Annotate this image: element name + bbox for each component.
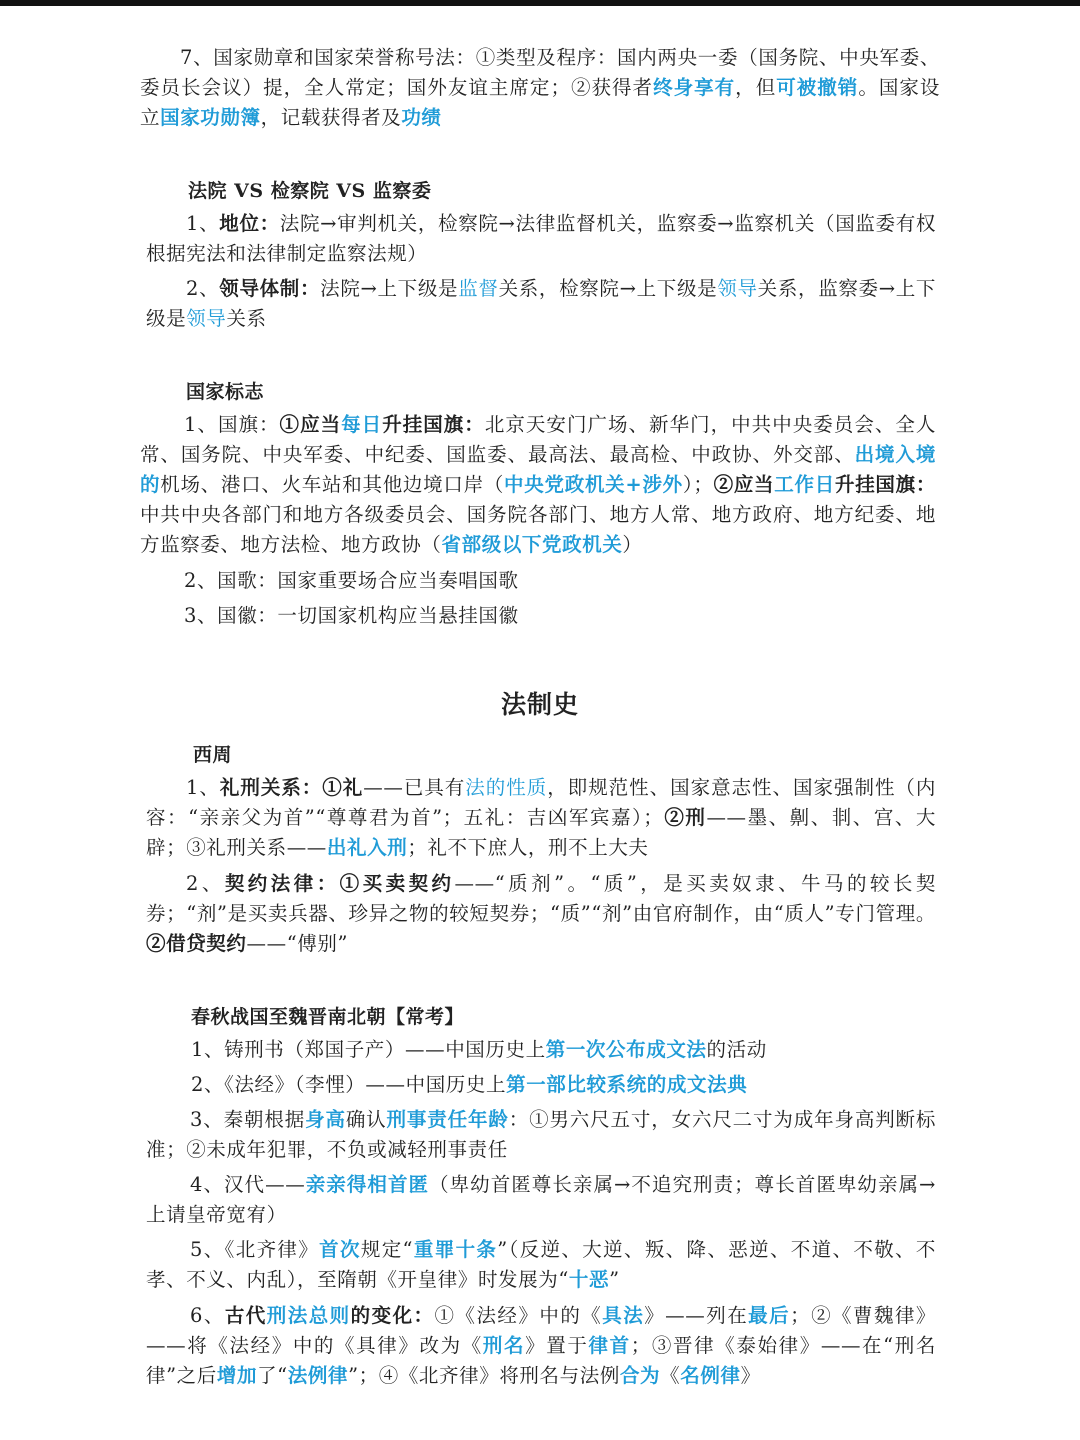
highlight-text: 身高 [305, 1108, 346, 1131]
highlight-text: 工作日 [774, 473, 835, 496]
bold-term: 古代 [224, 1304, 267, 1327]
item-label: 6、 [190, 1304, 225, 1327]
text-run: ；③晋律《泰始律》——在“刑名律”之后 [146, 1334, 936, 1387]
highlight-text: 第一部比较系统的成文法典 [506, 1073, 748, 1096]
text-run: 7、国家勋章和国家荣誉称号法：①类型及程序：国内两央一委（国务院、中央军委、委员长会议）提，全人常定；国外友谊主席定；②获得者 [140, 46, 940, 99]
xing-shu-paragraph [191, 1035, 951, 1065]
text-run: 关系 [226, 307, 267, 330]
bold-term: ①礼 [322, 776, 364, 799]
highlight-text: 首次 [319, 1238, 361, 1261]
text-run: ——墨、劓、剕、宫、大辟；③礼刑关系—— [146, 806, 937, 859]
highlight-text: 出礼入刑 [326, 836, 408, 859]
highlight-text: 具法 [602, 1304, 645, 1327]
text-run: 《 [660, 1364, 681, 1387]
section-heading-spring-autumn: 春秋战国至魏晋南北朝【常考】 [191, 1006, 465, 1028]
text-run: 机场、港口、火车站和其他边境口岸（ [160, 473, 505, 496]
text-run: ，即规范性、国家意志性、国家强制性（内容：“亲亲父为首”“尊尊君为首”；五礼：吉凶军宾嘉）； [146, 776, 937, 829]
status-paragraph [146, 209, 936, 269]
highlight-text: 刑名 [482, 1334, 526, 1357]
item-label: 2、 [186, 277, 220, 300]
text-run: 》 [740, 1364, 761, 1387]
text-run: 。国家设立 [140, 76, 940, 129]
highlight-text: 合为 [619, 1364, 661, 1387]
text-run: 关系，检察院→上下级是 [498, 277, 718, 300]
bei-qi-paragraph [146, 1235, 936, 1295]
text-run: 4、汉代—— [190, 1173, 306, 1196]
highlight-text: 律首 [588, 1334, 631, 1357]
text-run: ；礼不下庶人，刑不上大夫 [407, 836, 649, 859]
highlight-text: 亲亲得相首匿 [305, 1173, 430, 1196]
bold-term: 升挂国旗： [382, 413, 485, 436]
han-dynasty-paragraph [146, 1170, 936, 1230]
flag-paragraph [140, 410, 936, 560]
text-run: ）； [682, 473, 714, 496]
text-run: 规定“ [360, 1238, 414, 1261]
text-run: ；②《曹魏律》——将《法经》中的《具律》改为《 [146, 1304, 937, 1357]
highlight-text: 最后 [748, 1304, 791, 1327]
text-run: 》置于 [525, 1334, 589, 1357]
highlight-text: 每日 [341, 413, 383, 436]
highlight-text: 第一次公布成文法 [545, 1038, 707, 1061]
bold-term: 升挂国旗： [834, 473, 936, 496]
text-run: ——“傅别” [246, 932, 349, 955]
bold-term: 的变化： [350, 1304, 435, 1327]
highlight-text: 领导 [717, 277, 758, 300]
section-heading-national-symbols: 国家标志 [186, 381, 265, 403]
text-run: ——“质剂”。“质”，是买卖奴隶、牛马的较长契券；“剂”是买卖兵器、珍异之物的较短契券；“质”“剂”由官府制作，由“质人”专门管理。 [146, 872, 936, 925]
text-run: 2、《法经》（李悝）——中国历史上 [191, 1073, 507, 1096]
text-run: ——已具有 [363, 776, 466, 799]
highlight-text: 监督 [458, 277, 499, 300]
bold-term: ②应当 [713, 473, 775, 496]
text-run: 5、《北齐律》 [190, 1238, 320, 1261]
top-edge-bar [0, 0, 1080, 6]
highlight-text: 法例律 [287, 1364, 349, 1387]
emblem-paragraph: 3、国徽：一切国家机构应当悬挂国徽 [184, 604, 519, 627]
highlight-text: 十恶 [568, 1268, 610, 1291]
fa-jing-paragraph [191, 1070, 951, 1100]
text-run: ”；④《北齐律》将刑名与法例 [348, 1364, 620, 1387]
bold-term: ②刑 [663, 806, 707, 829]
highlight-text: 名例律 [680, 1364, 741, 1387]
highlight-text: 重罪十条 [413, 1238, 498, 1261]
bold-term: 领导体制： [219, 277, 321, 300]
qin-age-paragraph [146, 1105, 936, 1165]
highlight-text: 刑事责任年龄 [386, 1108, 509, 1131]
text-run: 的活动 [706, 1038, 767, 1061]
text-run: 1、国旗： [184, 413, 280, 436]
text-run: ”（反逆、大逆、叛、降、恶逆、不道、不敬、不孝、不义、内乱），至隋朝《开皇律》时发展为“ [146, 1238, 937, 1291]
text-run: 》——列在 [644, 1304, 749, 1327]
item-label: 1、 [186, 212, 220, 235]
leadership-paragraph [146, 274, 936, 334]
section-heading-western-zhou: 西周 [193, 744, 233, 766]
text-run: 1、铸刑书（郑国子产）——中国历史上 [191, 1038, 546, 1061]
chapter-title: 法制史 [500, 690, 579, 719]
highlight-text: 法的性质 [465, 776, 548, 799]
text-run: 3、秦朝根据 [190, 1108, 306, 1131]
text-run: 中共中央各部门和地方各级委员会、国务院各部门、地方人常、地方政府、地方纪委、地方监察委、地方法检、地方政协（ [140, 503, 936, 556]
highlight-text: 可被撤销 [776, 76, 859, 99]
bold-term: ②借贷契约 [146, 932, 247, 955]
highlight-text: 中央党政机关+涉外 [504, 473, 683, 496]
text-run: 了“ [257, 1364, 288, 1387]
criminal-code-paragraph [146, 1301, 936, 1391]
text-run: ，但 [735, 76, 777, 99]
text-run: 法院→上下级是 [320, 277, 459, 300]
highlight-text: 省部级以下党政机关 [441, 533, 623, 556]
li-xing-paragraph [146, 773, 936, 863]
text-run: 北京天安门广场、新华门，中共中央委员会、全人常、国务院、中央军委、中纪委、国监委、最高法、最高检、中政协、外交部、 [140, 413, 936, 466]
text-run: ：①男六尺五寸，女六尺二寸为成年身高判断标准；②未成年犯罪，不负或减轻刑事责任 [146, 1108, 937, 1161]
highlight-text: 刑法总则 [266, 1304, 351, 1327]
text-run: 确认 [345, 1108, 387, 1131]
text-run: ） [622, 533, 643, 556]
bold-term: 礼刑关系： [219, 776, 323, 799]
highlight-text: 领导 [186, 307, 227, 330]
highlight-text: 国家功勋簿 [160, 106, 261, 129]
text-run: （卑幼首匿尊长亲属→不追究刑责；尊长首匿卑幼亲属→上请皇帝宽宥） [146, 1173, 936, 1226]
honor-law-paragraph [140, 43, 940, 133]
bold-term: 地位： [219, 212, 280, 235]
section-heading-courts: 法院 VS 检察院 VS 监察委 [188, 180, 432, 202]
item-label: 2、 [186, 872, 225, 895]
highlight-text: 出境入境的 [140, 443, 936, 496]
item-label: 1、 [186, 776, 220, 799]
text-run: ” [609, 1268, 620, 1291]
highlight-text: 增加 [216, 1364, 258, 1387]
text-run: 关系，监察委→上下级是 [146, 277, 936, 330]
text-run: ，记载获得者及 [260, 106, 402, 129]
text-run: ①《法经》中的《 [434, 1304, 603, 1327]
anthem-paragraph: 2、国歌：国家重要场合应当奏唱国歌 [184, 569, 519, 592]
text-run: 法院→审判机关，检察院→法律监督机关，监察委→监察机关（国监委有权根据宪法和法律制定监察法规） [146, 212, 936, 265]
bold-term: ①应当 [279, 413, 342, 436]
highlight-text: 终身享有 [653, 76, 736, 99]
highlight-text: 功绩 [401, 106, 442, 129]
bold-term: 契约法律：①买卖契约 [224, 872, 455, 895]
contract-law-paragraph [146, 869, 936, 959]
